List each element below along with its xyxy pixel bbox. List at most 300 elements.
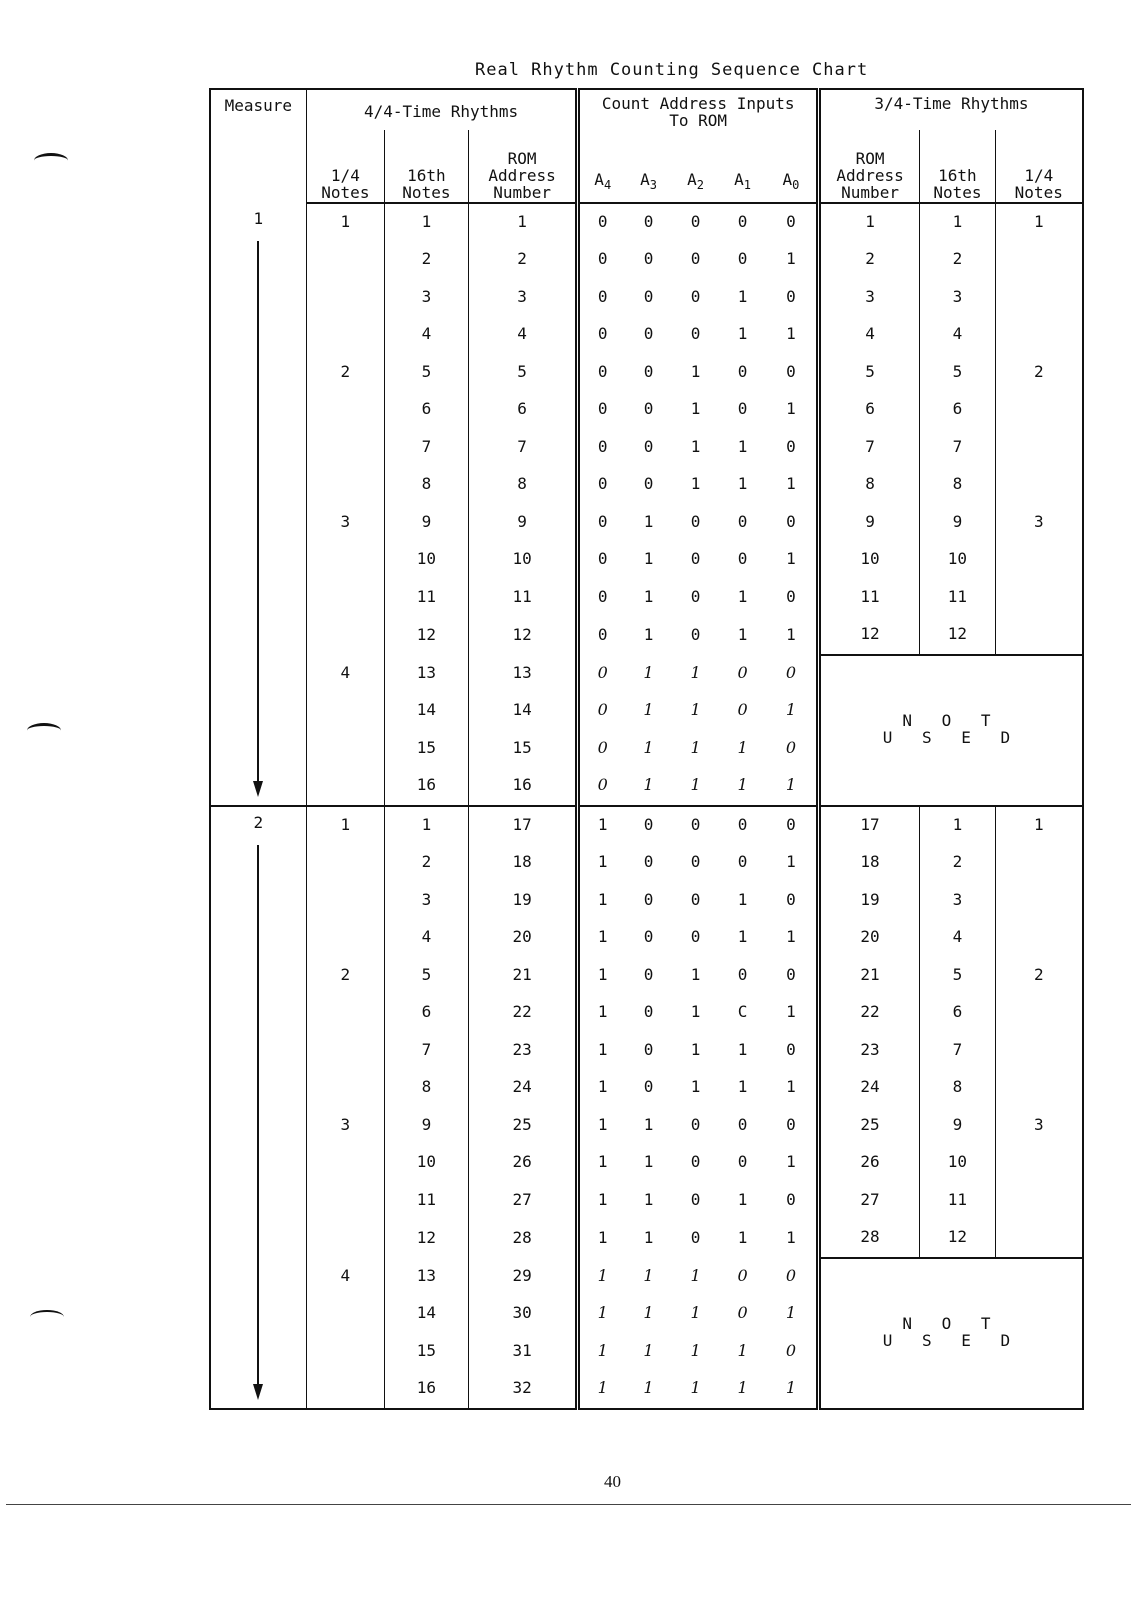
rom-address-cell: 31 (468, 1333, 578, 1371)
rom-address-cell: 30 (468, 1295, 578, 1333)
sixteenth-note-cell: 13 (385, 655, 469, 693)
rom-address-cell: 11 (468, 579, 578, 617)
table-row (210, 1107, 1083, 1145)
address-bit-cell: 0 (690, 852, 701, 872)
address-bit-cell: 1 (578, 1295, 625, 1333)
quarter-note-cell (306, 692, 384, 730)
rom-address-cell: 1 (468, 203, 578, 242)
address-bit-cell: 1 (578, 882, 625, 920)
quarter-note-cell (306, 882, 384, 920)
address-bit-cell: 1 (737, 1340, 748, 1360)
address-bit-cell: 1 (643, 1378, 654, 1398)
rom-address-34-header-line: Number (841, 182, 899, 202)
quarter-note-cell: 2 (306, 957, 384, 995)
rom-address-cell: 25 (468, 1107, 578, 1145)
quarter-note-cell: 1 (306, 203, 384, 242)
rom-address-header-line: Address (488, 166, 556, 185)
address-bit-cell: 1 (578, 1258, 625, 1296)
address-bit-cell: 1 (786, 852, 796, 872)
sixteenth-note-34-cell: 9 (920, 504, 995, 542)
sixteenth-note-34-cell: 3 (920, 279, 995, 317)
address-bit-cell: 0 (578, 730, 625, 768)
quarter-note-cell (306, 1144, 384, 1182)
sixteenth-note-cell: 1 (385, 806, 469, 845)
address-bit-letter: A (687, 170, 697, 189)
rom-address-cell: 18 (468, 844, 578, 882)
address-bit-cell: 0 (672, 806, 719, 845)
address-bit-cell: 0 (690, 1227, 701, 1247)
measure-cell (210, 203, 306, 806)
address-bit-cell: 1 (785, 1378, 797, 1398)
sixteenth-note-34-cell: 5 (920, 957, 995, 995)
address-bit-cell: 0 (786, 436, 796, 456)
quarter-note-34-cell (995, 1069, 1083, 1107)
address-bit-cell: 1 (786, 249, 796, 269)
address-bit-cell: 1 (578, 1107, 625, 1145)
address-bit-cell: 1 (785, 1303, 797, 1323)
address-bit-cell: 1 (643, 775, 654, 795)
table-row (210, 1219, 1083, 1258)
quarter-note-34-cell (995, 541, 1083, 579)
sixteenth-note-34-cell: 12 (920, 1219, 995, 1258)
address-bit-index: 3 (649, 178, 657, 192)
rom-address-34-cell: 24 (818, 1069, 919, 1107)
not-used-line: U S E D (882, 1331, 1021, 1351)
rom-address-cell: 20 (468, 919, 578, 957)
address-bit-cell: 1 (643, 1227, 654, 1247)
table-row (210, 616, 1083, 655)
sixteenth-note-34-cell: 2 (920, 241, 995, 279)
address-bit-index: 2 (696, 178, 704, 192)
rom-address-34-cell: 28 (818, 1219, 919, 1258)
quarter-note-cell: 4 (306, 1258, 384, 1296)
address-bit-cell: 0 (690, 586, 701, 606)
address-bit-cell: 1 (737, 1378, 748, 1398)
sixteenth-note-cell: 4 (385, 316, 469, 354)
address-bit-cell: 1 (785, 700, 797, 720)
quarter-note-34-cell (995, 616, 1083, 655)
address-bit-cell: 0 (643, 249, 654, 269)
sixteenth-note-34-cell: 4 (920, 316, 995, 354)
quarter-note-cell (306, 241, 384, 279)
address-bit-cell: 1 (643, 1114, 654, 1134)
down-arrow-icon (257, 241, 259, 783)
address-bit-index: 4 (603, 178, 612, 192)
sixteenth-note-cell: 2 (385, 844, 469, 882)
measure-number: 2 (253, 812, 264, 832)
quarter-note-34-cell: 1 (995, 806, 1083, 845)
rom-address-cell: 23 (468, 1032, 578, 1070)
address-bit-cell: 0 (690, 1114, 701, 1134)
address-bit-cell: 0 (578, 767, 625, 806)
address-bit-cell: 0 (690, 211, 701, 231)
sixteenth-note-cell: 7 (385, 1032, 469, 1070)
rom-address-cell: 4 (468, 316, 578, 354)
address-bit-cell: 1 (786, 399, 796, 419)
address-bit-cell: 0 (737, 361, 748, 381)
rom-address-34-cell: 21 (818, 957, 919, 995)
to-rom-label: To ROM (669, 110, 728, 130)
address-bit-cell: 0 (690, 1189, 701, 1209)
address-bit-cell: 1 (690, 436, 701, 456)
rom-address-34-cell: 26 (818, 1144, 919, 1182)
sixteenth-notes-34-header (920, 130, 995, 203)
quarter-note-34-cell (995, 882, 1083, 920)
rom-address-34-cell: 11 (818, 579, 919, 617)
address-bit-cell: 1 (786, 549, 796, 569)
measure-cell (210, 806, 306, 1409)
address-bit-cell: 0 (786, 211, 796, 231)
table-row (210, 844, 1083, 882)
address-bit-header (719, 130, 766, 203)
rom-address-cell: 16 (468, 767, 578, 806)
quarter-note-cell (306, 919, 384, 957)
sixteenth-note-34-cell: 4 (920, 919, 995, 957)
address-bit-cell: 1 (737, 1189, 748, 1209)
address-bit-cell: 1 (690, 1378, 701, 1398)
quarter-note-cell: 1 (306, 806, 384, 845)
sixteenth-note-cell: 1 (385, 203, 469, 242)
rom-address-34-header-line: Address (836, 166, 904, 185)
address-bit-letter: A (782, 170, 793, 189)
sixteenth-note-cell: 16 (385, 767, 469, 806)
sixteenth-note-cell: 16 (385, 1370, 469, 1409)
page-footer-rule (6, 1504, 1131, 1505)
sixteenth-notes-34-header-line: 16th (938, 166, 977, 185)
rom-address-cell: 13 (468, 655, 578, 693)
address-bit-cell: 1 (578, 919, 625, 957)
address-bit-cell: 0 (578, 655, 625, 693)
address-bit-cell: 1 (737, 737, 748, 757)
address-bit-cell: 0 (578, 466, 625, 504)
table-row (210, 882, 1083, 920)
rom-address-cell: 3 (468, 279, 578, 317)
address-bit-cell: 0 (578, 616, 625, 655)
address-bit-cell: 1 (690, 1002, 701, 1022)
address-bit-cell: 0 (690, 324, 701, 344)
address-bit-cell: 1 (737, 889, 748, 909)
not-used-line: N O T (902, 711, 1001, 731)
address-bit-cell: 0 (690, 624, 701, 644)
rom-address-cell: 17 (468, 806, 578, 845)
four-four-header: 4/4-Time Rhythms (306, 89, 578, 130)
scan-mark (27, 723, 61, 738)
address-bit-cell: 1 (786, 474, 796, 494)
down-arrow-icon (257, 845, 259, 1386)
address-bit-cell: 0 (643, 889, 654, 909)
rom-address-cell: 6 (468, 391, 578, 429)
sixteenth-note-34-cell: 8 (920, 466, 995, 504)
quarter-notes-header-line: 1/4 (330, 166, 360, 185)
address-bit-cell: 1 (643, 1152, 654, 1172)
quarter-note-34-cell (995, 994, 1083, 1032)
address-bit-cell: 0 (643, 399, 654, 419)
rom-address-34-header-line: ROM (855, 149, 885, 169)
sixteenth-note-cell: 3 (385, 882, 469, 920)
address-bit-cell: 1 (643, 1265, 654, 1285)
quarter-note-34-cell (995, 1144, 1083, 1182)
table-row (210, 316, 1083, 354)
count-inputs-header (578, 89, 818, 130)
sixteenth-note-cell: 10 (385, 541, 469, 579)
table-row (210, 391, 1083, 429)
sixteenth-note-cell: 4 (385, 919, 469, 957)
address-bit-cell: 1 (786, 1002, 796, 1022)
address-bit-cell: 0 (737, 211, 748, 231)
quarter-note-cell (306, 579, 384, 617)
sixteenth-note-34-cell: 11 (920, 579, 995, 617)
address-bit-cell: 0 (578, 429, 625, 467)
quarter-notes-34-header-line: Notes (1014, 182, 1063, 202)
rom-address-34-cell: 17 (818, 806, 919, 845)
address-bit-cell: 0 (737, 852, 748, 872)
sixteenth-note-34-cell: 2 (920, 844, 995, 882)
rom-address-34-cell: 9 (818, 504, 919, 542)
quarter-note-cell (306, 316, 384, 354)
rom-address-34-cell: 10 (818, 541, 919, 579)
rom-address-34-cell: 7 (818, 429, 919, 467)
quarter-note-34-cell (995, 429, 1083, 467)
sixteenth-note-cell: 15 (385, 1333, 469, 1371)
address-bit-header (672, 130, 719, 203)
address-bit-cell: 1 (578, 1333, 625, 1371)
address-bit-cell: 0 (786, 286, 796, 306)
address-bit-cell: 1 (643, 662, 654, 682)
address-bit-cell: 1 (737, 1077, 748, 1097)
address-bit-cell: 1 (578, 1144, 625, 1182)
address-bit-cell: 0 (737, 511, 748, 531)
address-bit-cell: 0 (643, 474, 654, 494)
rom-address-cell: 2 (468, 241, 578, 279)
quarter-note-34-cell: 3 (995, 504, 1083, 542)
address-bit-cell: 0 (643, 1077, 654, 1097)
sixteenth-note-cell: 12 (385, 616, 469, 655)
address-bit-cell: 0 (785, 1340, 797, 1360)
address-bit-cell: 1 (737, 286, 748, 306)
address-bit-cell: 0 (578, 203, 625, 242)
address-bit-cell: 1 (690, 1039, 701, 1059)
sixteenth-note-34-cell: 1 (920, 806, 995, 845)
address-bit-cell: 0 (643, 324, 654, 344)
address-bit-cell: 0 (737, 399, 748, 419)
sixteenth-note-cell: 3 (385, 279, 469, 317)
address-bit-cell: 1 (578, 1219, 625, 1258)
address-bit-cell: 0 (690, 511, 701, 531)
address-bit-cell: 0 (643, 1039, 654, 1059)
address-bit-cell: 1 (578, 1182, 625, 1220)
address-bit-letter: A (734, 170, 744, 189)
address-bit-cell: 0 (719, 806, 766, 845)
address-bit-cell: 1 (786, 324, 796, 344)
rom-address-cell: 14 (468, 692, 578, 730)
quarter-note-34-cell: 2 (995, 957, 1083, 995)
address-bit-cell: 1 (737, 474, 748, 494)
quarter-note-34-cell: 2 (995, 354, 1083, 392)
address-bit-cell: 1 (786, 624, 796, 644)
address-bit-cell: 1 (690, 361, 701, 381)
sixteenth-note-cell: 9 (385, 504, 469, 542)
three-four-header: 3/4-Time Rhythms (818, 89, 1083, 130)
rom-address-cell: 21 (468, 957, 578, 995)
quarter-note-cell: 3 (306, 1107, 384, 1145)
quarter-notes-34-header (995, 130, 1083, 203)
quarter-note-cell (306, 844, 384, 882)
address-bit-cell: 1 (737, 624, 748, 644)
measure-header: Measure (224, 96, 293, 115)
address-bit-cell: 0 (786, 1189, 796, 1209)
address-bit-cell: 1 (643, 1303, 654, 1323)
address-bit-cell: 1 (643, 737, 654, 757)
sixteenth-note-cell: 2 (385, 241, 469, 279)
rom-address-cell: 32 (468, 1370, 578, 1409)
rom-address-cell: 29 (468, 1258, 578, 1296)
address-bit-cell: 1 (690, 1077, 701, 1097)
measure-number: 1 (253, 208, 264, 228)
rom-address-cell: 26 (468, 1144, 578, 1182)
address-bit-cell: 0 (766, 806, 818, 845)
quarter-note-cell (306, 730, 384, 768)
address-bit-cell: 1 (578, 844, 625, 882)
sixteenth-note-34-cell: 6 (920, 994, 995, 1032)
address-bit-cell: 1 (578, 806, 625, 845)
rom-address-34-cell: 5 (818, 354, 919, 392)
sixteenth-note-cell: 5 (385, 957, 469, 995)
sixteenth-note-cell: 6 (385, 391, 469, 429)
sixteenth-note-34-cell: 12 (920, 616, 995, 655)
address-bit-cell: 0 (578, 579, 625, 617)
address-bit-cell: 1 (785, 775, 797, 795)
not-used-block (818, 655, 1083, 806)
address-bit-cell: 1 (690, 964, 701, 984)
sixteenth-note-cell: 13 (385, 1258, 469, 1296)
rom-address-34-cell: 27 (818, 1182, 919, 1220)
address-bit-cell: 0 (643, 1002, 654, 1022)
sixteenth-note-cell: 8 (385, 1069, 469, 1107)
quarter-notes-header (306, 130, 384, 203)
address-bit-letter: A (594, 170, 604, 189)
quarter-note-34-cell (995, 391, 1083, 429)
address-bit-cell: 0 (785, 1265, 797, 1285)
quarter-note-34-cell: 1 (995, 203, 1083, 242)
address-bit-cell: 0 (786, 586, 796, 606)
address-bit-cell: 0 (737, 700, 748, 720)
rom-address-34-cell: 19 (818, 882, 919, 920)
address-bit-cell: 0 (785, 737, 797, 757)
rhythm-sequence-table (209, 88, 1084, 1410)
address-bit-cell: 1 (643, 549, 654, 569)
sixteenth-notes-header (385, 130, 469, 203)
rom-address-header (468, 130, 578, 203)
sixteenth-notes-34-header-line: Notes (933, 182, 982, 202)
address-bit-cell: 0 (643, 436, 654, 456)
sixteenth-note-34-cell: 10 (920, 541, 995, 579)
sixteenth-note-34-cell: 1 (920, 203, 995, 242)
rom-address-cell: 19 (468, 882, 578, 920)
address-bit-cell: 1 (737, 1039, 748, 1059)
address-bit-cell: 1 (690, 1265, 701, 1285)
address-bit-cell: 1 (578, 1370, 625, 1409)
address-bit-letter: A (640, 170, 650, 189)
quarter-note-cell (306, 279, 384, 317)
rom-address-34-cell: 3 (818, 279, 919, 317)
table-row (210, 1144, 1083, 1182)
rom-address-cell: 7 (468, 429, 578, 467)
rom-address-cell: 15 (468, 730, 578, 768)
address-bit-cell: 0 (578, 241, 625, 279)
scan-mark (30, 1310, 64, 1324)
quarter-note-34-cell (995, 844, 1083, 882)
rom-address-cell: 5 (468, 354, 578, 392)
address-bit-cell: 0 (737, 249, 748, 269)
rom-address-cell: 8 (468, 466, 578, 504)
quarter-note-cell (306, 1032, 384, 1070)
address-bit-cell: 0 (643, 361, 654, 381)
quarter-note-34-cell (995, 579, 1083, 617)
address-bit-cell: 1 (578, 1069, 625, 1107)
sixteenth-note-cell: 14 (385, 692, 469, 730)
sixteenth-note-cell: 11 (385, 1182, 469, 1220)
rom-address-cell: 12 (468, 616, 578, 655)
rom-address-cell: 28 (468, 1219, 578, 1258)
address-bit-cell: 1 (737, 586, 748, 606)
address-bit-header (766, 130, 818, 203)
sixteenth-note-34-cell: 3 (920, 882, 995, 920)
quarter-note-cell (306, 767, 384, 806)
address-bit-cell: 0 (786, 1114, 796, 1134)
address-bit-cell: 0 (737, 662, 748, 682)
table-row (210, 354, 1083, 392)
table-row (210, 1069, 1083, 1107)
address-bit-cell: 1 (786, 1152, 796, 1172)
address-bit-cell: 1 (786, 1077, 796, 1097)
address-bit-cell: 0 (786, 361, 796, 381)
address-bit-cell: 1 (643, 1340, 654, 1360)
quarter-note-cell (306, 391, 384, 429)
table-row (210, 1258, 1083, 1296)
address-bit-cell: 1 (643, 700, 654, 720)
count-inputs-label: Count Address Inputs (601, 94, 795, 113)
quarter-note-34-cell (995, 919, 1083, 957)
address-bit-cell: 0 (737, 1114, 748, 1134)
not-used-line: U S E D (882, 728, 1021, 748)
address-bit-cell: 0 (737, 549, 748, 569)
address-bit-cell: 1 (643, 624, 654, 644)
sixteenth-note-34-cell: 6 (920, 391, 995, 429)
address-bit-cell: 0 (578, 541, 625, 579)
sixteenth-notes-header-line: 16th (407, 166, 446, 185)
table-row (210, 241, 1083, 279)
address-bit-cell: 0 (578, 391, 625, 429)
quarter-notes-header-line: Notes (321, 182, 370, 202)
quarter-note-cell (306, 1370, 384, 1409)
quarter-note-cell (306, 1069, 384, 1107)
rom-address-cell: 27 (468, 1182, 578, 1220)
address-bit-index: 0 (792, 178, 800, 192)
rom-address-34-cell: 23 (818, 1032, 919, 1070)
rom-address-34-cell: 6 (818, 391, 919, 429)
quarter-note-34-cell (995, 1182, 1083, 1220)
table-row (210, 994, 1083, 1032)
rom-address-34-cell: 18 (818, 844, 919, 882)
sixteenth-note-cell: 7 (385, 429, 469, 467)
address-bit-cell: 1 (786, 927, 796, 947)
quarter-note-cell: 3 (306, 504, 384, 542)
address-bit-cell: 1 (737, 324, 748, 344)
quarter-note-34-cell (995, 1219, 1083, 1258)
table-row (210, 806, 1083, 845)
address-bit-cell: 0 (690, 1152, 701, 1172)
address-bit-cell: 1 (690, 399, 701, 419)
